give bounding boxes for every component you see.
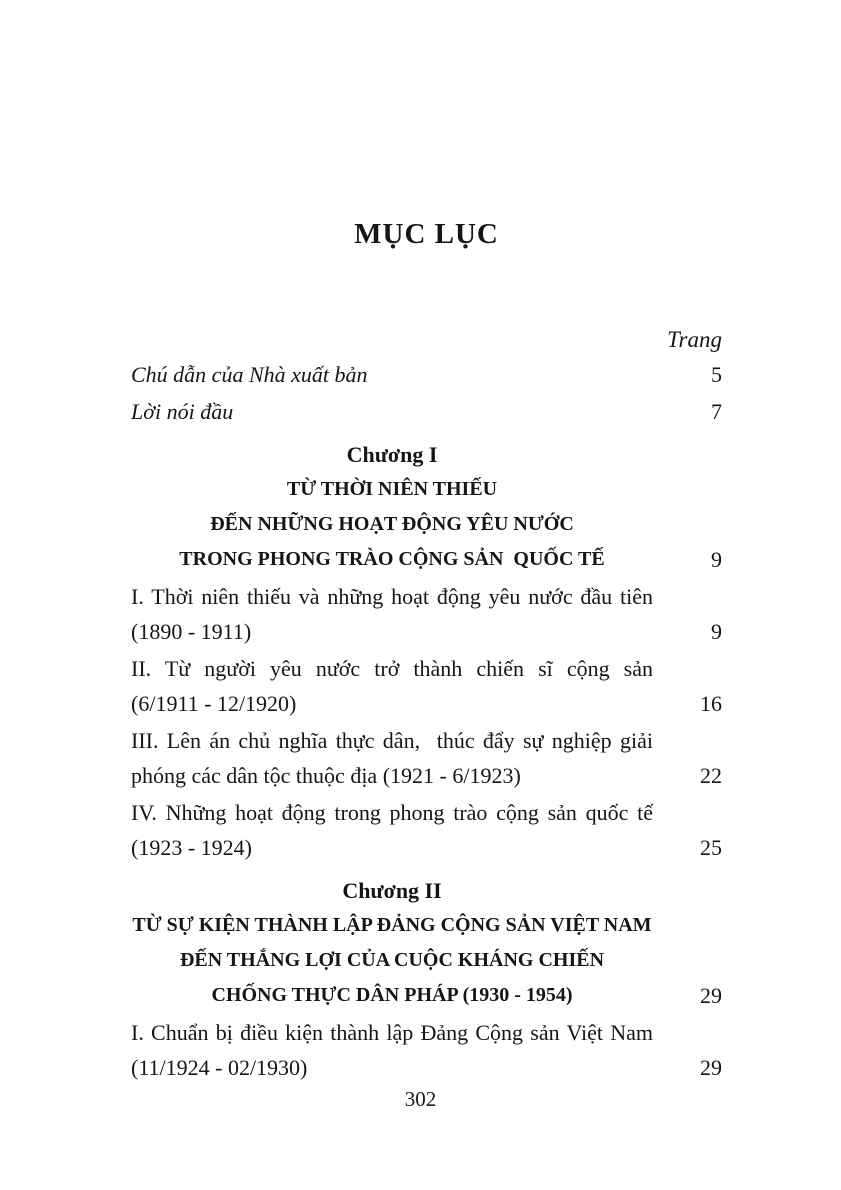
toc-entry-line: I. Thời niên thiếu và những hoạt động yêu nước đầu tiên (131, 584, 653, 609)
toc-section-row (131, 651, 722, 721)
chapter-title-line: ĐẾN THẮNG LỢI CỦA CUỘC KHÁNG CHIẾN (179, 949, 605, 971)
toc-section-row (131, 723, 722, 793)
chapter-title-line: TRONG PHONG TRÀO CỘNG SẢN QUỐC TẾ (179, 548, 605, 570)
chapter-title-line: ĐẾN NHỮNG HOẠT ĐỘNG YÊU NƯỚC (210, 513, 574, 535)
table-of-contents (131, 322, 722, 1087)
toc-entry-line: (11/1924 - 02/1930) (131, 1055, 308, 1080)
toc-section-row (131, 579, 722, 649)
toc-entry-line: IV. Những hoạt động trong phong trào cộng sản quốc tế (131, 800, 653, 825)
toc-entry-title: Lời nói đầu (131, 399, 234, 424)
toc-entry-line: (6/1911 - 12/1920) (131, 691, 297, 716)
toc-entry-title: Chú dẫn của Nhà xuất bản (131, 362, 368, 387)
toc-entry-line: I. Chuẩn bị điều kiện thành lập Đảng Cộng sản Việt Nam (131, 1020, 653, 1045)
page-column-header: Trang (667, 327, 722, 352)
toc-section-row (131, 1015, 722, 1085)
toc-entry-line: phóng các dân tộc thuộc địa (1921 - 6/1923) (131, 763, 521, 788)
chapter-title-line: TỪ THỜI NIÊN THIẾU (286, 478, 498, 500)
chapter-label: Chương I (346, 442, 438, 467)
chapter-title-line: CHỐNG THỰC DÂN PHÁP (1930 - 1954) (211, 984, 573, 1006)
toc-section-row (131, 795, 722, 865)
toc-entry-line: III. Lên án chủ nghĩa thực dân, thúc đẩy sự nghiệp giải (131, 728, 653, 753)
toc-entry-page-number: 7 (711, 399, 722, 424)
toc-entry-line: (1923 - 1924) (131, 835, 252, 860)
toc-entry-line: II. Từ người yêu nước trở thành chiến sĩ cộng sản (131, 656, 653, 681)
toc-chapter-heading (131, 873, 722, 1013)
toc-entry-page-number: 29 (700, 1055, 722, 1080)
toc-front-matter-row (131, 394, 722, 429)
chapter-title-line: TỪ SỰ KIỆN THÀNH LẬP ĐẢNG CỘNG SẢN VIỆT NAM (132, 914, 652, 936)
toc-entry-line: (1890 - 1911) (131, 619, 252, 644)
page-column-header-row (131, 322, 722, 357)
chapter-label: Chương II (342, 878, 442, 903)
toc-entry-page-number: 22 (700, 763, 722, 788)
toc-entry-page-number: 16 (700, 691, 722, 716)
toc-entry-page-number: 25 (700, 835, 722, 860)
toc-entry-page-number: 29 (700, 983, 722, 1008)
toc-chapter-heading (131, 437, 722, 577)
toc-entry-page-number: 5 (711, 362, 722, 387)
page-title: MỤC LỤC (354, 218, 499, 250)
toc-entry-page-number: 9 (711, 547, 722, 572)
footer-page-number: 302 (404, 1087, 437, 1111)
toc-entry-page-number: 9 (711, 619, 722, 644)
toc-front-matter-row (131, 357, 722, 392)
